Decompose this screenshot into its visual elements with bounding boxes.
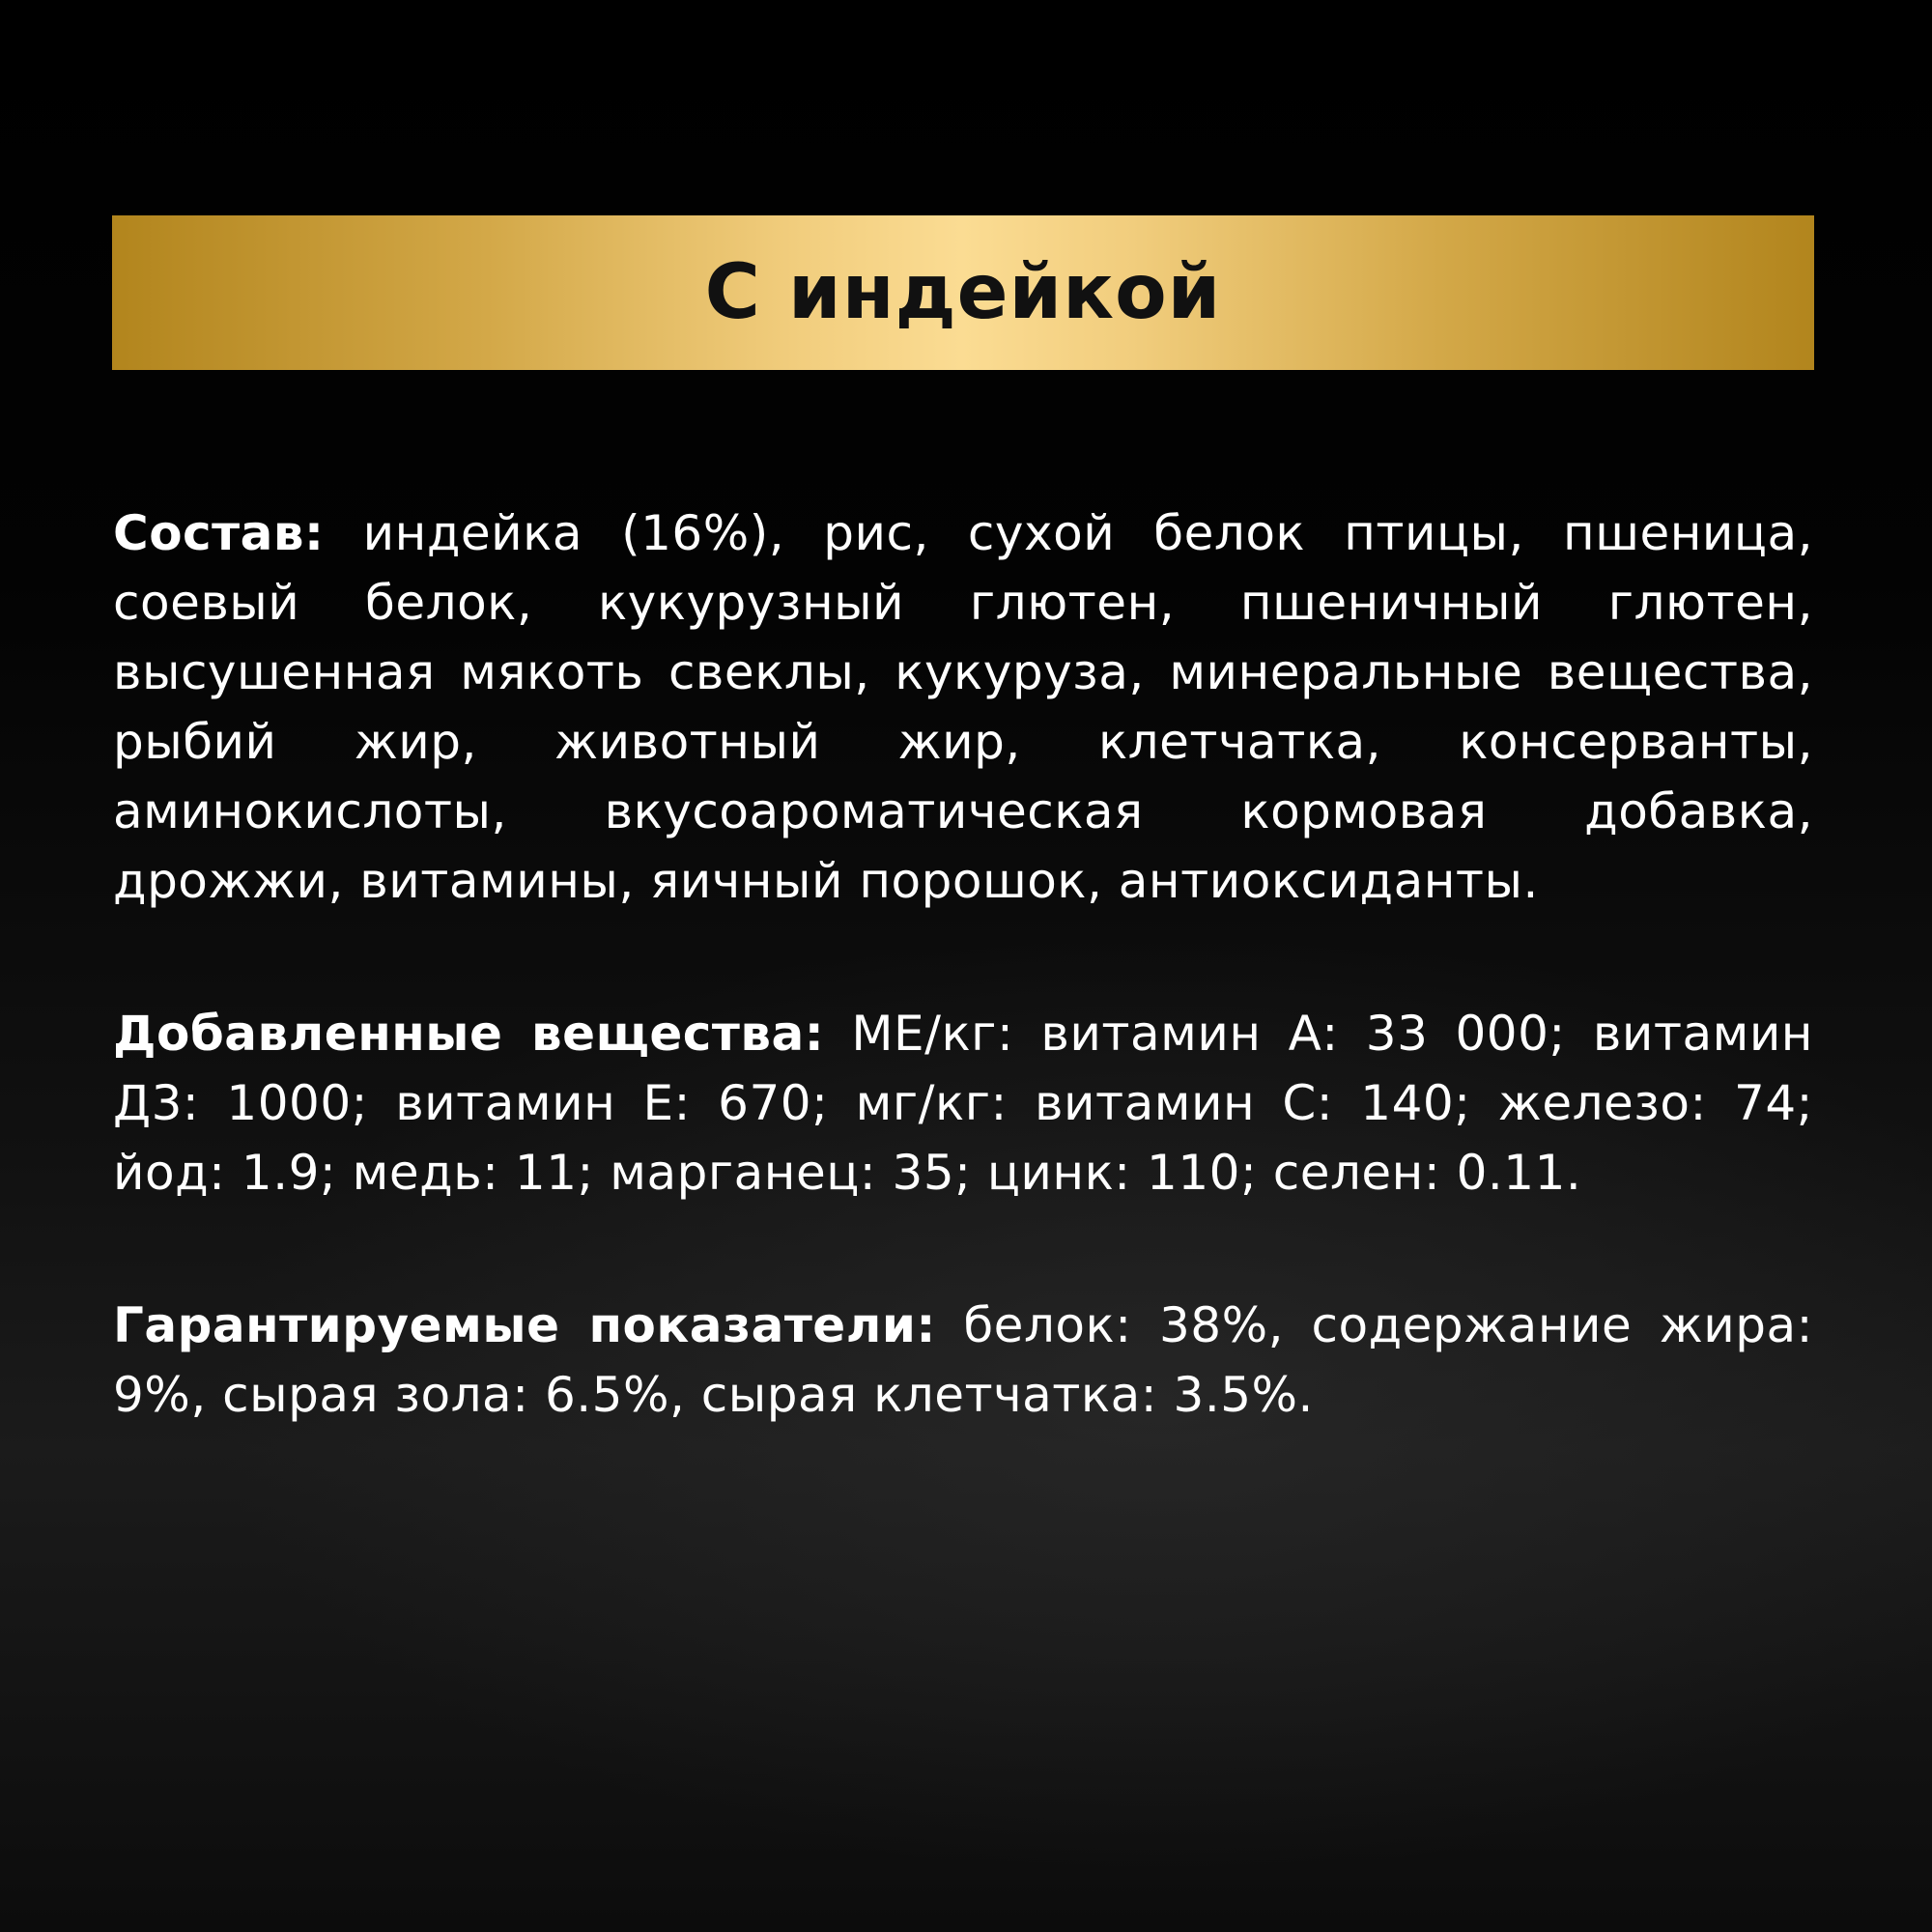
additives-label: Добавленные вещества: <box>113 1006 825 1062</box>
additives-section <box>113 999 1813 1208</box>
composition-text: индейка (16%), рис, сухой белок птицы, пшеница, соевый белок, кукурузный глютен, пшеничный глютен, высушенная мякоть свеклы, кукуруза, минеральные вещества, рыбий жир, животный жир, клетчатка, консерванты, аминокислоты, вкусоароматическая кормовая добавка, дрожжи, витамины, яичный порошок, антиоксиданты. <box>113 505 1813 909</box>
additives-text: МЕ/кг: витамин А: 33 000; витамин Д3: 1000; витамин Е: 670; мг/кг: витамин С: 140; железо: 74; йод: 1.9; медь: 11; марганец: 35; цинк: 110; селен: 0.11. <box>113 1006 1813 1201</box>
composition-label: Состав: <box>113 505 325 561</box>
composition-section <box>113 498 1813 916</box>
guaranteed-analysis-text: белок: 38%, содержание жира: 9%, сырая зола: 6.5%, сырая клетчатка: 3.5%. <box>113 1297 1813 1423</box>
guaranteed-analysis-section <box>113 1291 1813 1430</box>
title-banner <box>112 215 1814 370</box>
ingredients-content <box>113 498 1813 1513</box>
guaranteed-analysis-label: Гарантируемые показатели: <box>113 1297 936 1353</box>
banner-title: С индейкой <box>704 249 1222 336</box>
